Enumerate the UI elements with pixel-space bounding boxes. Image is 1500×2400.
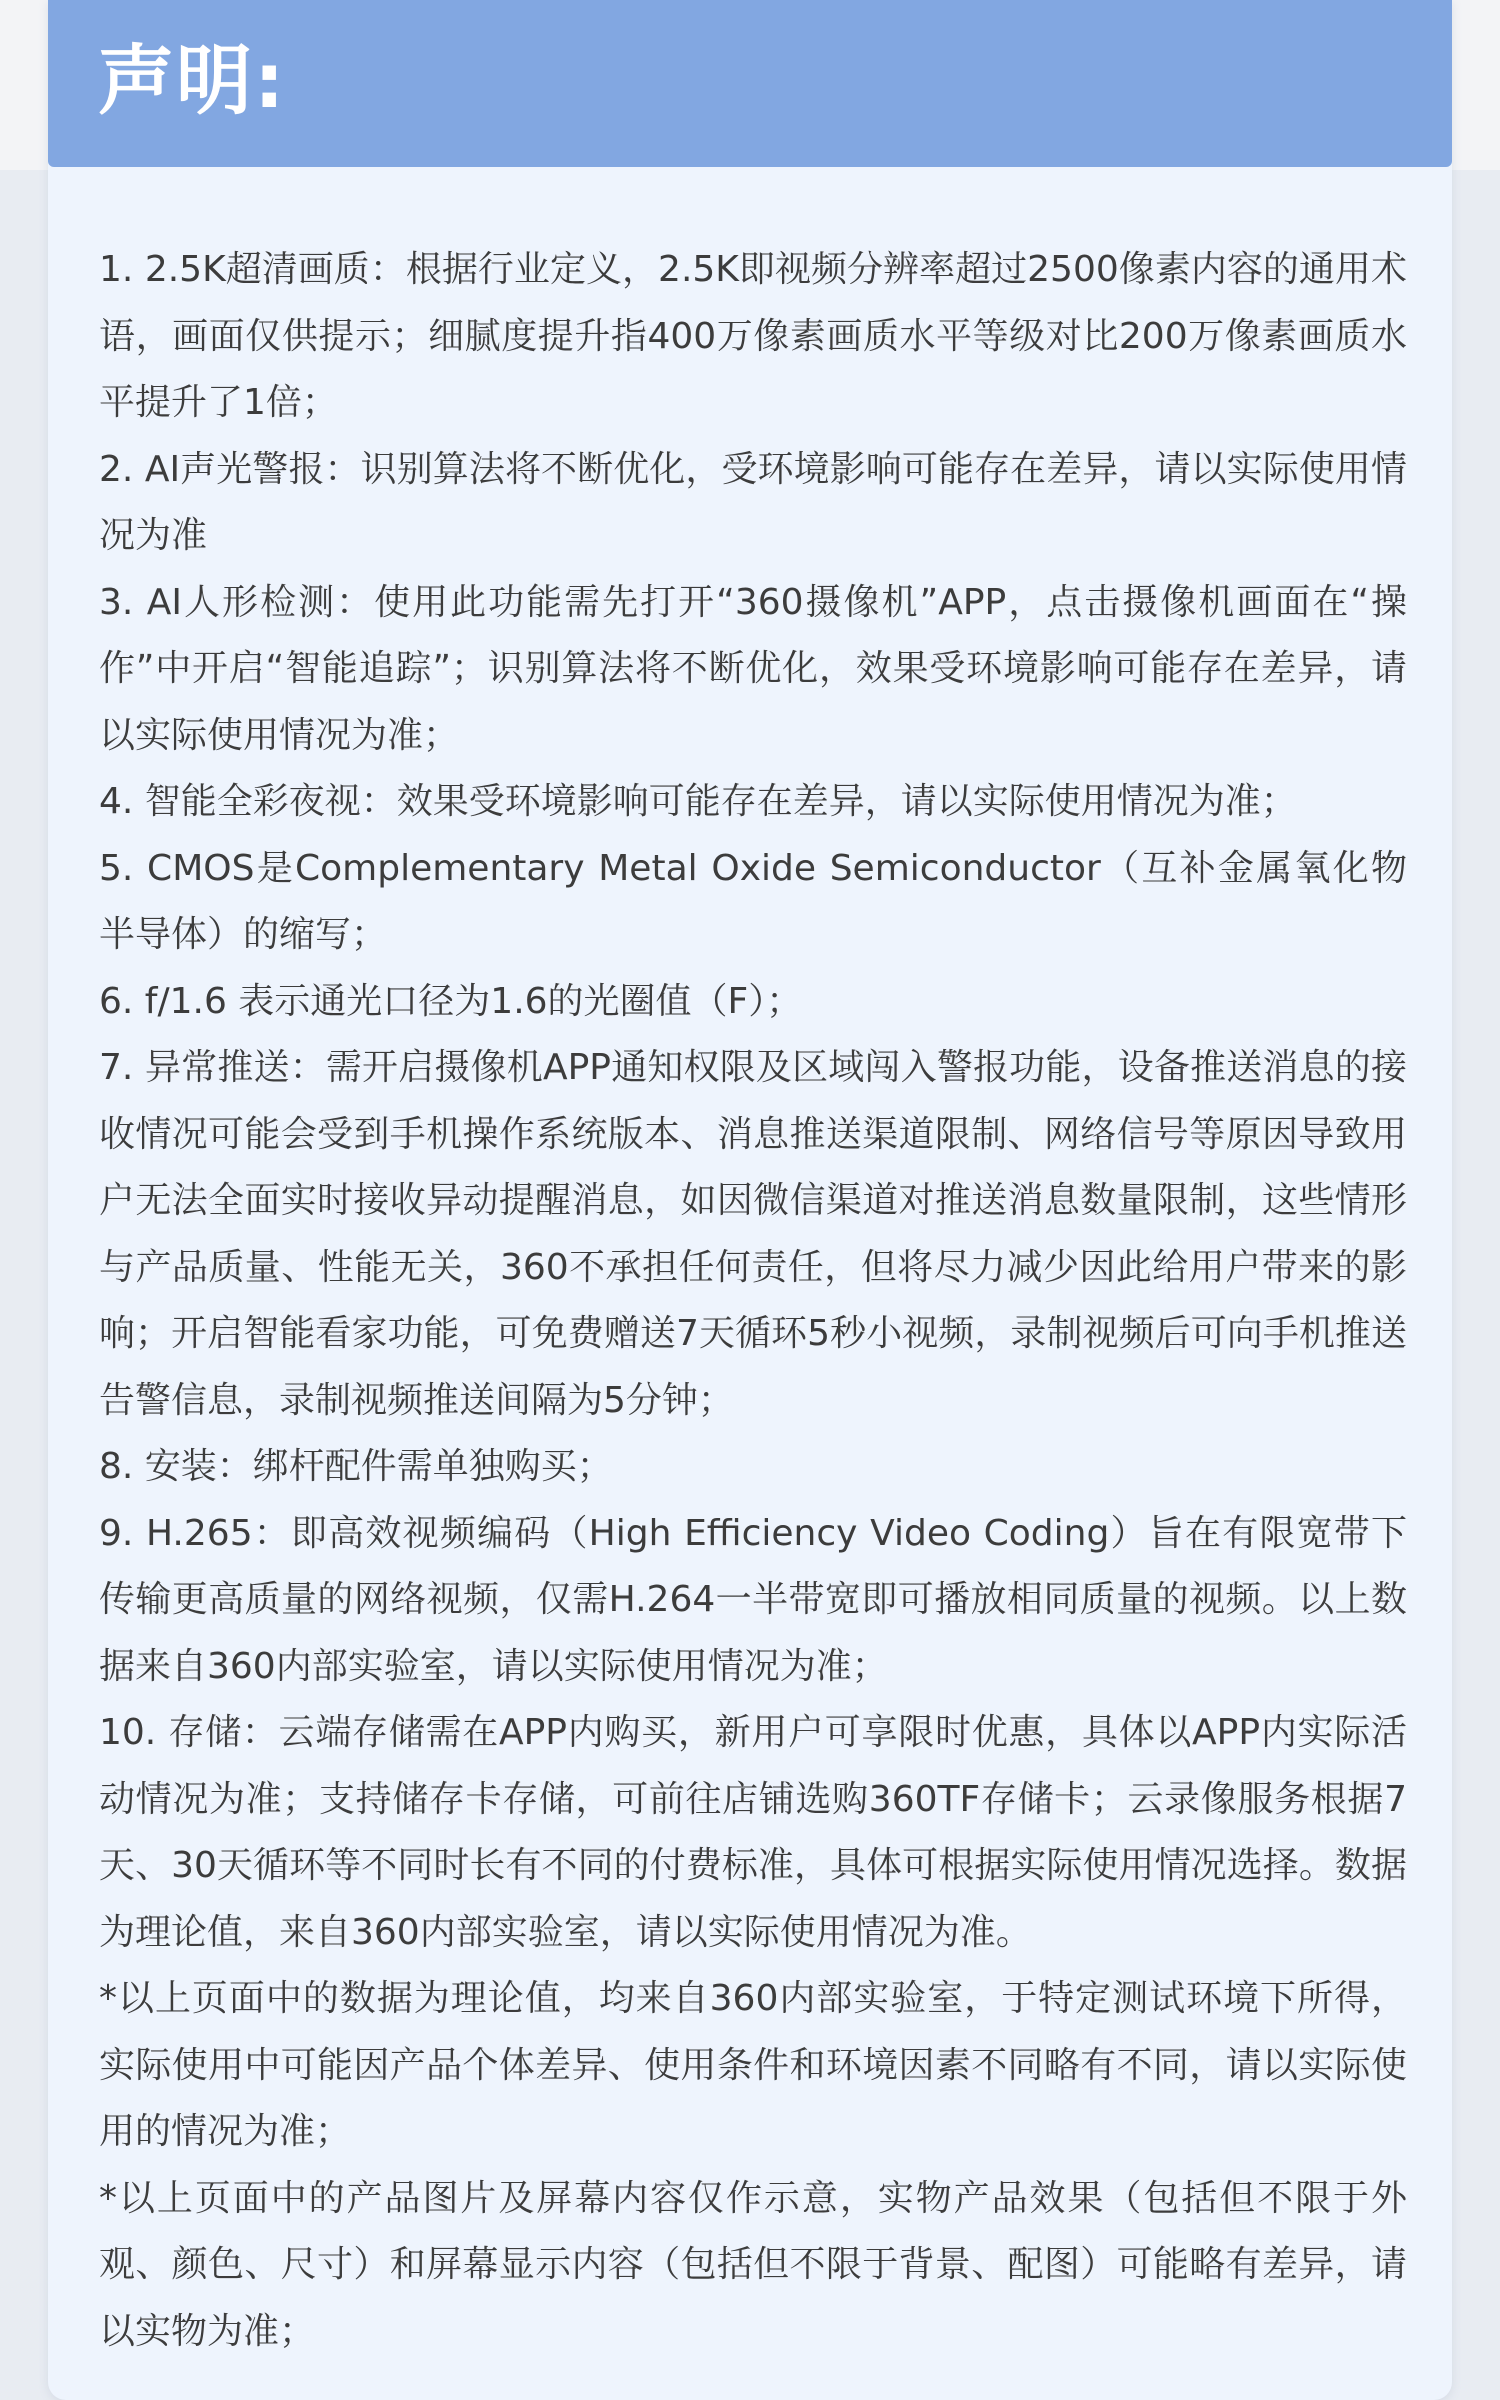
disclaimer-item-10: 10. 存储：云端存储需在APP内购买，新用户可享限时优惠，具体以APP内实际活动情况为准；支持储存卡存储，可前往店铺选购360TF存储卡；云录像服务根据7天、30天循环等不同时长有不同的付费标准，具体可根据实际使用情况选择。数据为理论值，来自360内部实验室，请以实际使用情况为准。 (99, 1712, 1407, 1953)
disclaimer-item-4: 4. 智能全彩夜视：效果受环境影响可能存在差异，请以实际使用情况为准； (99, 781, 1297, 822)
disclaimer-item-9: 9. H.265：即高效视频编码（High Efficiency Video Coding）旨在有限宽带下传输更高质量的网络视频，仅需H.264一半带宽即可播放相同质量的视频。以上数据来自360内部实验室，请以实际使用情况为准； (99, 1512, 1407, 1687)
disclaimer-item-3: 3. AI人形检测：使用此功能需先打开“360摄像机”APP，点击摄像机画面在“操作”中开启“智能追踪”；识别算法将不断优化，效果受环境影响可能存在差异，请以实际使用情况为准； (99, 581, 1407, 756)
disclaimer-item-8: 8. 安装：绑杆配件需单独购买； (99, 1446, 613, 1487)
disclaimer-item-2: 2. AI声光警报：识别算法将不断优化，受环境影响可能存在差异，请以实际使用情况为准 (99, 448, 1407, 556)
disclaimer-footnote-images: *以上页面中的产品图片及屏幕内容仅作示意，实物产品效果（包括但不限于外观、颜色、尺寸）和屏幕显示内容（包括但不限于背景、配图）可能略有差异，请以实物为准； (99, 2177, 1407, 2352)
disclaimer-item-6: 6. f/1.6 表示通光口径为1.6的光圈值（F）； (99, 980, 803, 1022)
disclaimer-title: 声明: (98, 35, 287, 125)
disclaimer-item-5: 5. CMOS是Complementary Metal Oxide Semiconductor（互补金属氧化物半导体）的缩写； (99, 847, 1407, 955)
disclaimer-item-7: 7. 异常推送：需开启摄像机APP通知权限及区域闯入警报功能，设备推送消息的接收情况可能会受到手机操作系统版本、消息推送渠道限制、网络信号等原因导致用户无法全面实时接收异动提醒消息，如因微信渠道对推送消息数量限制，这些情形与产品质量、性能无关，360不承担任何责任，但将尽力减少因此给用户带来的影响；开启智能看家功能，可免费赠送7天循环5秒小视频，录制视频后可向手机推送告警信息，录制视频推送间隔为5分钟； (99, 1047, 1407, 1421)
disclaimer-body (48, 167, 1452, 2365)
disclaimer-item-1: 1. 2.5K超清画质：根据行业定义，2.5K即视频分辨率超过2500像素内容的通用术语，画面仅供提示；细腻度提升指400万像素画质水平等级对比200万像素画质水平提升了1倍； (99, 249, 1407, 423)
disclaimer-header (48, 0, 1452, 167)
disclaimer-footnote-data: *以上页面中的数据为理论值，均来自360内部实验室，于特定测试环境下所得，实际使用中可能因产品个体差异、使用条件和环境因素不同略有不同，请以实际使用的情况为准； (99, 1978, 1407, 2152)
disclaimer-card (48, 0, 1452, 2400)
